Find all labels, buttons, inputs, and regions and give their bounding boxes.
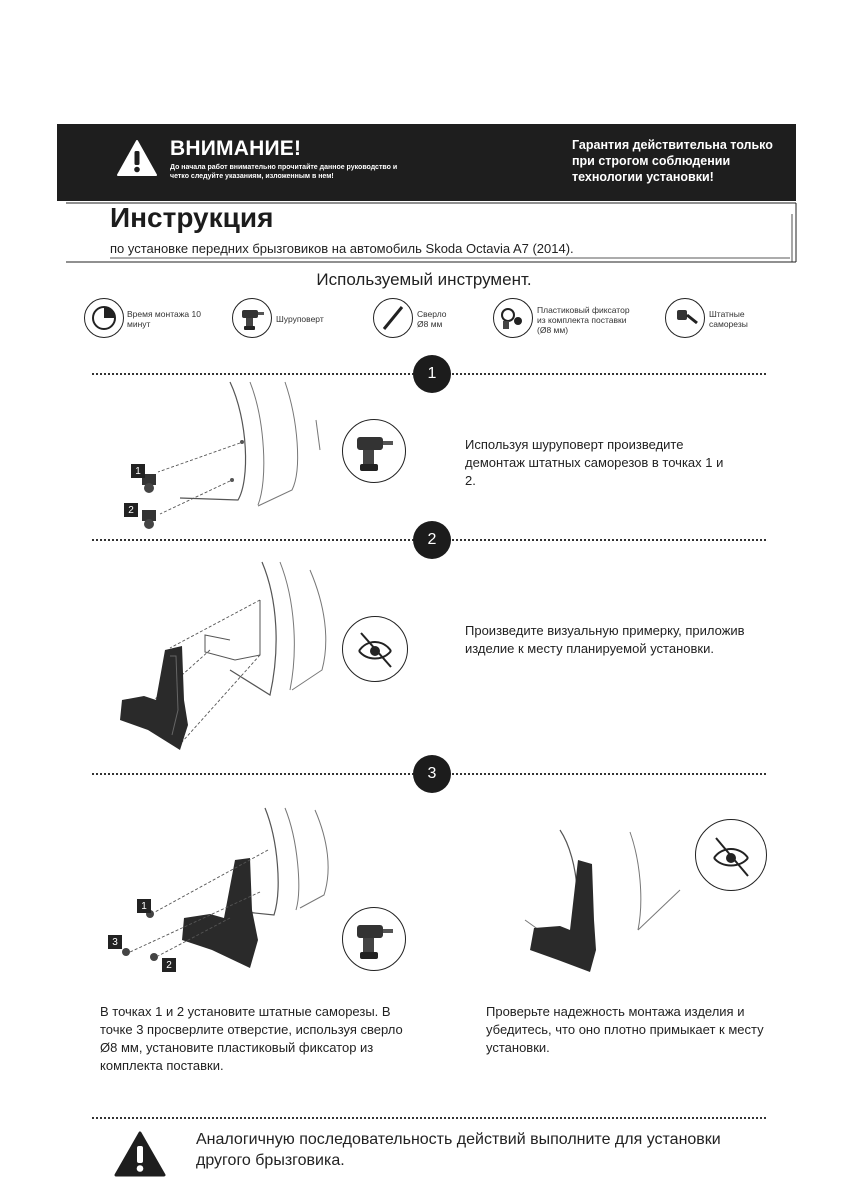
drill-icon bbox=[342, 419, 406, 483]
tools-title: Используемый инструмент. bbox=[316, 270, 532, 289]
guarantee-text: Гарантия действительна только при строгом соблюдении технологии установки! bbox=[572, 138, 773, 184]
step-2-text: Произведите визуальную примерку, приложив изделие к месту планируемой установки. bbox=[465, 623, 745, 656]
step-3-left-illustration bbox=[100, 800, 340, 980]
bottom-note-text: Аналогичную последовательность действий выполните для установки другого брызговика. bbox=[196, 1131, 721, 1169]
tool-label-time: Время монтажа 10 минут bbox=[127, 309, 201, 329]
screw-icon bbox=[665, 298, 705, 338]
drill-icon bbox=[342, 907, 406, 971]
tool-label-bit: Сверло Ø8 мм bbox=[417, 309, 447, 329]
tool-label-clip: Пластиковый фиксатор из комплекта поставки (Ø8 мм) bbox=[537, 305, 630, 335]
warning-text: До начала работ внимательно прочитайте данное руководство и четко следуйте указаниям, изложенным в нем! bbox=[170, 164, 398, 180]
tool-label-drill: Шуруповерт bbox=[276, 314, 324, 324]
note-divider bbox=[92, 1117, 766, 1119]
callout-step1-first: 1 bbox=[131, 464, 145, 478]
page-title: Инструкция bbox=[110, 202, 274, 233]
tool-label-screw: Штатные саморезы bbox=[709, 309, 748, 329]
callout-step1-second: 2 bbox=[124, 503, 138, 517]
step-1-number: 1 bbox=[413, 355, 451, 393]
step-2-illustration bbox=[110, 560, 340, 760]
step-3-right-text: Проверьте надежность монтажа изделия и убедитесь, что оно плотно примыкает к месту установки. bbox=[486, 1004, 764, 1055]
warning-title: ВНИМАНИЕ! bbox=[170, 137, 302, 160]
visual-check-icon bbox=[342, 616, 408, 682]
visual-check-icon bbox=[695, 819, 767, 891]
callout-step3-third: 3 bbox=[108, 935, 122, 949]
callout-step3-first: 1 bbox=[137, 899, 151, 913]
callout-step3-second: 2 bbox=[162, 958, 176, 972]
drill-bit-icon bbox=[373, 298, 413, 338]
page-subtitle: по установке передних брызговиков на автомобиль Skoda Octavia A7 (2014). bbox=[110, 241, 574, 256]
warning-triangle-icon bbox=[113, 1130, 167, 1178]
step-2-number: 2 bbox=[413, 521, 451, 559]
drill-icon bbox=[232, 298, 272, 338]
clock-icon bbox=[84, 298, 124, 338]
step-3-left-text: В точках 1 и 2 установите штатные саморезы. В точке 3 просверлите отверстие, используя сверло Ø8 мм, установите пластиковый фиксатор из комплекта поставки. bbox=[100, 1004, 403, 1073]
plastic-clip-icon bbox=[493, 298, 533, 338]
step-3-number: 3 bbox=[413, 755, 451, 793]
step-1-text: Используя шуруповерт произведите демонтаж штатных саморезов в точках 1 и 2. bbox=[465, 437, 724, 488]
step-1-illustration bbox=[120, 380, 330, 540]
